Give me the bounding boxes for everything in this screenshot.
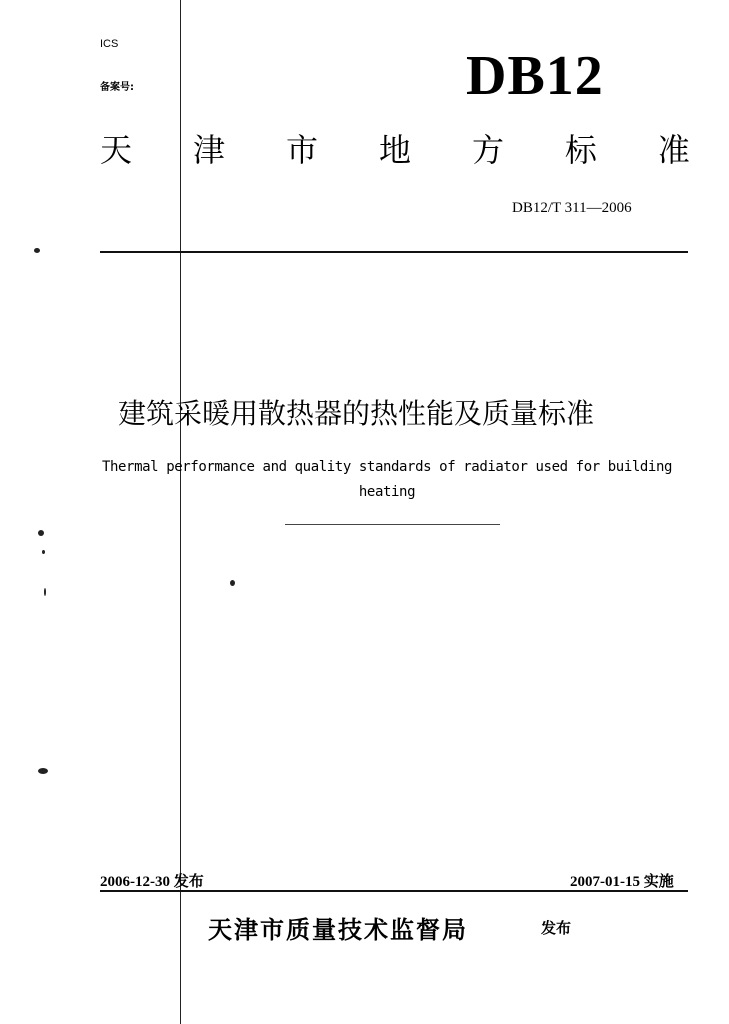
header-divider [100, 251, 688, 253]
scan-speck [34, 248, 40, 253]
title-english-line2: heating [358, 484, 416, 500]
title-chinese: 建筑采暖用散热器的热性能及质量标准 [118, 397, 595, 430]
scan-speck [38, 530, 44, 536]
standard-type-char: 津 [192, 131, 225, 169]
implement-date: 2007-01-15 实施 [570, 874, 674, 890]
issue-date: 2006-12-30 发布 [100, 874, 204, 890]
scan-speck [230, 580, 235, 586]
standard-type-char: 方 [471, 131, 504, 169]
standard-type-char: 标 [564, 131, 597, 169]
ics-label: ICS [100, 38, 119, 50]
scan-speck [44, 588, 46, 596]
title-english-line1: Thermal performance and quality standards of radiator used for building [101, 459, 673, 475]
issuer-suffix: 发布 [541, 919, 572, 937]
scan-artifact-line [285, 524, 500, 525]
footer-divider [100, 890, 688, 892]
standard-code: DB12 [466, 45, 604, 107]
standard-type [100, 131, 690, 169]
standard-type-char: 天 [100, 131, 133, 169]
title-english [100, 455, 674, 505]
filing-number-label: 备案号: [100, 82, 134, 93]
standard-type-char: 市 [285, 131, 318, 169]
issuer-name: 天津市质量技术监督局 [208, 916, 468, 944]
standard-type-char: 准 [657, 131, 690, 169]
standard-number: DB12/T 311—2006 [512, 200, 632, 216]
scan-speck [38, 768, 48, 774]
scan-speck [42, 550, 45, 554]
standard-type-char: 地 [378, 131, 411, 169]
